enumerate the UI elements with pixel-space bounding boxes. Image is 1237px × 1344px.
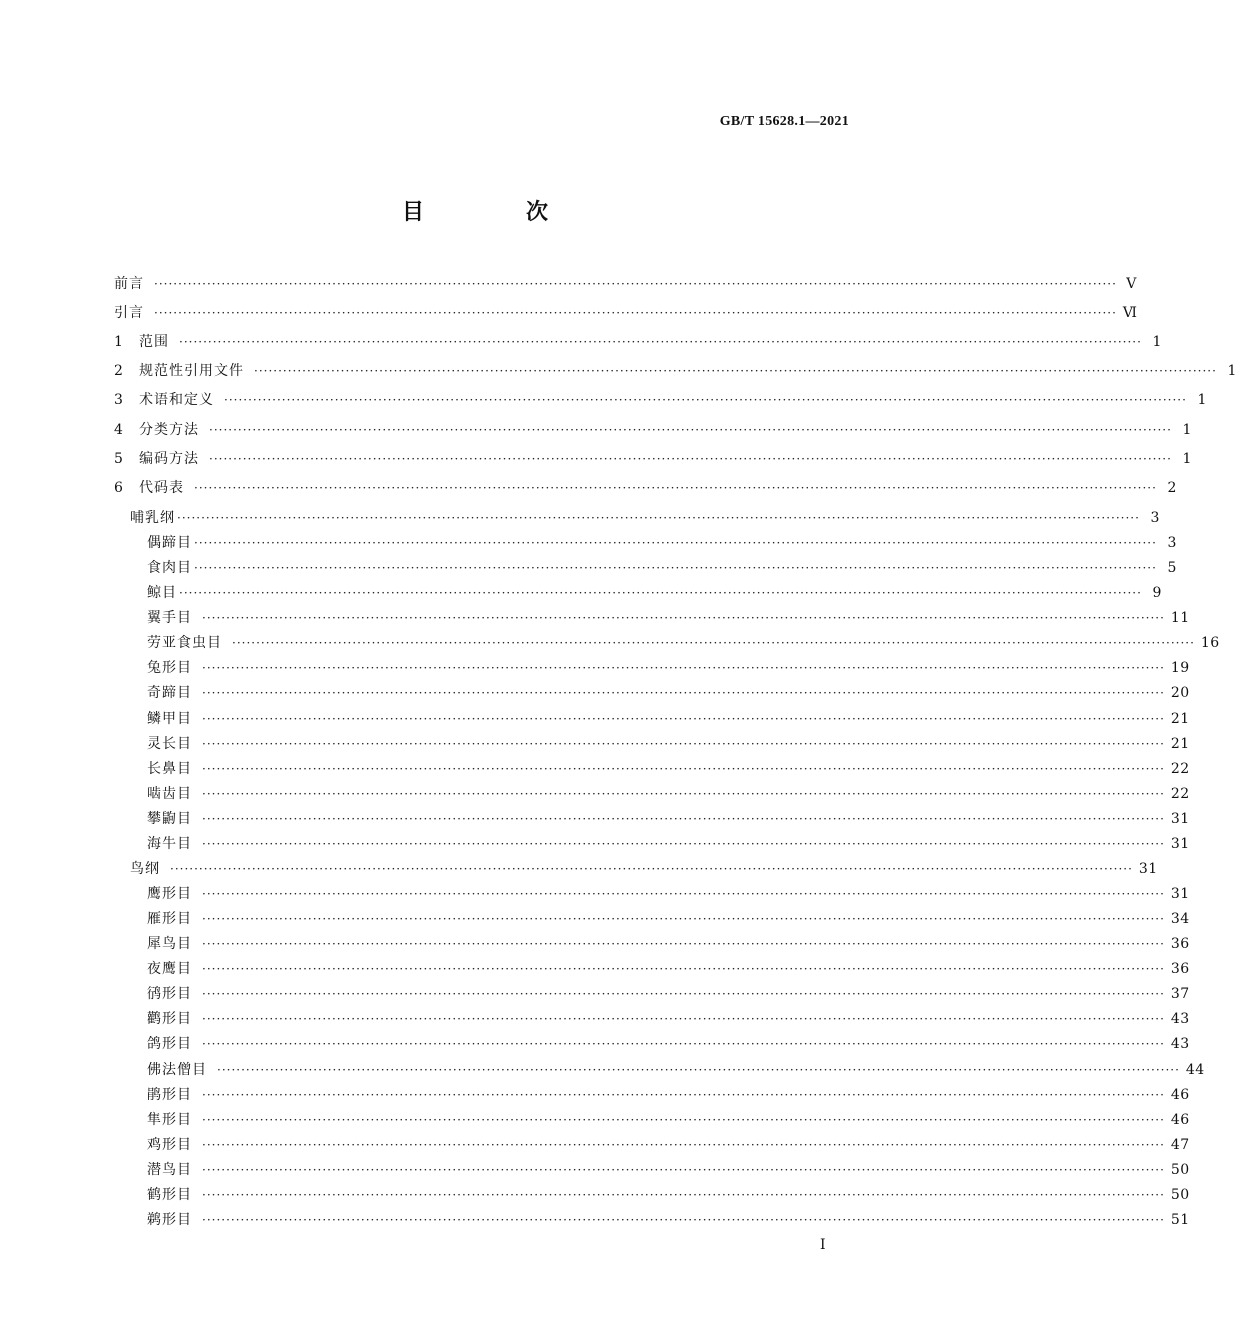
toc-entry-number: 1 bbox=[114, 334, 123, 350]
toc-entry[interactable] bbox=[114, 389, 1207, 411]
toc-dot-leader: ········································································································································································································ bbox=[202, 1212, 1165, 1227]
toc-dot-leader: ········································································································································································································ bbox=[194, 536, 1157, 551]
toc-entry-page: 47 bbox=[1170, 1136, 1190, 1153]
toc-entry[interactable] bbox=[114, 1109, 1190, 1131]
toc-entry[interactable] bbox=[114, 958, 1190, 980]
toc-entry-page: 31 bbox=[1170, 810, 1190, 827]
toc-entry-label: 佛法僧目 bbox=[147, 1061, 207, 1078]
toc-entry-label: 规范性引用文件 bbox=[139, 363, 244, 379]
toc-dot-leader: ········································································································································································································ bbox=[154, 277, 1117, 291]
toc-entry[interactable] bbox=[114, 858, 1158, 880]
toc-entry[interactable] bbox=[114, 733, 1190, 755]
toc-entry[interactable] bbox=[114, 1159, 1190, 1181]
toc-entry[interactable] bbox=[114, 1033, 1190, 1055]
toc-entry[interactable] bbox=[114, 783, 1190, 805]
toc-entry-label: 食肉目 bbox=[147, 560, 192, 577]
toc-entry-label: 攀鼩目 bbox=[147, 810, 192, 827]
toc-entry[interactable] bbox=[114, 607, 1190, 629]
toc-dot-leader: ········································································································································································································ bbox=[202, 736, 1165, 751]
toc-entry-page: 50 bbox=[1170, 1161, 1190, 1178]
toc-dot-leader: ········································································································································································································ bbox=[202, 611, 1165, 626]
toc-entry-label: 鹰形目 bbox=[147, 886, 192, 903]
toc-entry-page: 37 bbox=[1170, 986, 1190, 1003]
toc-entry-label: 灵长目 bbox=[147, 735, 192, 752]
toc-dot-leader: ········································································································································································································ bbox=[179, 586, 1142, 601]
toc-entry[interactable] bbox=[114, 808, 1190, 830]
toc-dot-leader: ········································································································································································································ bbox=[232, 636, 1195, 651]
toc-dot-leader: ········································································································································································································ bbox=[202, 1137, 1165, 1152]
toc-entry-label: 潜鸟目 bbox=[147, 1161, 192, 1178]
toc-entry[interactable] bbox=[114, 1134, 1190, 1156]
toc-entry-page: 20 bbox=[1170, 685, 1190, 702]
toc-dot-leader: ········································································································································································································ bbox=[177, 511, 1140, 525]
toc-entry-page: 5 bbox=[1167, 560, 1177, 577]
toc-entry[interactable] bbox=[114, 1209, 1190, 1231]
toc-entry-page: 3 bbox=[1150, 510, 1160, 526]
toc-entry-label: 鸽形目 bbox=[147, 1036, 192, 1053]
toc-entry-page: 43 bbox=[1170, 1036, 1190, 1053]
toc-entry[interactable] bbox=[114, 331, 1162, 353]
toc-entry-label: 偶蹄目 bbox=[147, 535, 192, 552]
toc-dot-leader: ········································································································································································································ bbox=[179, 335, 1142, 349]
toc-entry-page: 31 bbox=[1170, 835, 1190, 852]
toc-entry[interactable] bbox=[114, 983, 1190, 1005]
toc-entry[interactable] bbox=[114, 908, 1190, 930]
toc-dot-leader: ········································································································································································································ bbox=[202, 1037, 1165, 1052]
toc-dot-leader: ········································································································································································································ bbox=[202, 887, 1165, 902]
toc-entry-number: 5 bbox=[114, 451, 123, 467]
toc-entry-page: 31 bbox=[1170, 886, 1190, 903]
toc-entry[interactable] bbox=[114, 448, 1192, 470]
toc-entry-label: 鹳形目 bbox=[147, 1011, 192, 1028]
toc-entry-page: 44 bbox=[1185, 1061, 1205, 1078]
toc-entry-page: 1 bbox=[1182, 422, 1192, 438]
toc-entry[interactable] bbox=[114, 1084, 1190, 1106]
toc-dot-leader: ········································································································································································································ bbox=[202, 811, 1165, 826]
toc-entry[interactable] bbox=[114, 657, 1190, 679]
toc-entry-label: 术语和定义 bbox=[139, 392, 214, 408]
toc-entry-label: 鸡形目 bbox=[147, 1136, 192, 1153]
toc-entry-label: 翼手目 bbox=[147, 610, 192, 627]
toc-entry[interactable] bbox=[114, 682, 1190, 704]
toc-entry-page: 21 bbox=[1170, 735, 1190, 752]
toc-entry-label: 鹃形目 bbox=[147, 1086, 192, 1103]
toc-entry-page: 1 bbox=[1197, 392, 1207, 408]
toc-entry-label: 长鼻目 bbox=[147, 760, 192, 777]
toc-entry-number: 4 bbox=[114, 422, 123, 438]
toc-entry-number: 6 bbox=[114, 480, 123, 496]
toc-dot-leader: ········································································································································································································ bbox=[202, 711, 1165, 726]
toc-entry[interactable] bbox=[114, 708, 1190, 730]
toc-entry[interactable] bbox=[114, 477, 1177, 499]
toc-dot-leader: ········································································································································································································ bbox=[202, 987, 1165, 1002]
toc-dot-leader: ········································································································································································································ bbox=[202, 761, 1165, 776]
toc-entry-page: 19 bbox=[1170, 660, 1190, 677]
toc-entry-page: 1 bbox=[1152, 334, 1162, 350]
toc-entry-label: 鹈形目 bbox=[147, 1211, 192, 1228]
toc-entry-page: 9 bbox=[1152, 585, 1162, 602]
toc-entry-label: 前言 bbox=[114, 276, 144, 292]
toc-entry[interactable] bbox=[114, 419, 1192, 441]
toc-dot-leader: ········································································································································································································ bbox=[202, 836, 1165, 851]
toc-entry-page: 22 bbox=[1170, 785, 1190, 802]
toc-entry-label: 哺乳纲 bbox=[130, 510, 175, 526]
toc-entry-label: 啮齿目 bbox=[147, 785, 192, 802]
toc-dot-leader: ········································································································································································································ bbox=[202, 1162, 1165, 1177]
toc-entry[interactable] bbox=[114, 833, 1190, 855]
toc-entry-page: 46 bbox=[1170, 1086, 1190, 1103]
toc-entry-label: 编码方法 bbox=[139, 451, 199, 467]
toc-entry-label: 夜鹰目 bbox=[147, 961, 192, 978]
toc-entry[interactable] bbox=[114, 532, 1177, 554]
toc-entry-page: 36 bbox=[1170, 961, 1190, 978]
toc-entry[interactable] bbox=[114, 758, 1190, 780]
toc-entry-page: 51 bbox=[1170, 1211, 1190, 1228]
toc-dot-leader: ········································································································································································································ bbox=[202, 937, 1165, 952]
toc-entry-label: 范围 bbox=[139, 334, 169, 350]
toc-dot-leader: ········································································································································································································ bbox=[194, 561, 1157, 576]
toc-entry-label: 鸻形目 bbox=[147, 986, 192, 1003]
toc-entry[interactable] bbox=[114, 582, 1162, 604]
toc-entry-label: 鲸目 bbox=[147, 585, 177, 602]
toc-dot-leader: ········································································································································································································ bbox=[202, 912, 1165, 927]
toc-entry[interactable] bbox=[114, 1059, 1205, 1081]
toc-entry-label: 劳亚食虫目 bbox=[147, 635, 222, 652]
toc-dot-leader: ········································································································································································································ bbox=[202, 1187, 1165, 1202]
toc-entry-label: 代码表 bbox=[139, 480, 184, 496]
toc-entry[interactable] bbox=[114, 1008, 1190, 1030]
toc-entry[interactable] bbox=[114, 933, 1190, 955]
toc-dot-leader: ········································································································································································································ bbox=[202, 786, 1165, 801]
toc-dot-leader: ········································································································································································································ bbox=[202, 686, 1165, 701]
toc-dot-leader: ········································································································································································································ bbox=[254, 364, 1217, 378]
toc-entry-label: 分类方法 bbox=[139, 422, 199, 438]
toc-dot-leader: ········································································································································································································ bbox=[154, 306, 1117, 320]
toc-dot-leader: ········································································································································································································ bbox=[170, 861, 1133, 876]
toc-entry-label: 雁形目 bbox=[147, 911, 192, 928]
toc-entry-page: 3 bbox=[1167, 535, 1177, 552]
toc-entry-label: 海牛目 bbox=[147, 835, 192, 852]
toc-dot-leader: ········································································································································································································ bbox=[202, 962, 1165, 977]
toc-dot-leader: ········································································································································································································ bbox=[202, 661, 1165, 676]
toc-entry-page: 43 bbox=[1170, 1011, 1190, 1028]
toc-entry-label: 鳞甲目 bbox=[147, 710, 192, 727]
toc-entry-page: 1 bbox=[1182, 451, 1192, 467]
toc-entry-label: 兔形目 bbox=[147, 660, 192, 677]
toc-entry-number: 2 bbox=[114, 363, 123, 379]
toc-entry-label: 犀鸟目 bbox=[147, 936, 192, 953]
footer-page-number: I bbox=[820, 1237, 826, 1253]
toc-entry-label: 隼形目 bbox=[147, 1111, 192, 1128]
standard-code: GB/T 15628.1—2021 bbox=[719, 114, 849, 129]
toc-entry-page: 11 bbox=[1170, 610, 1190, 627]
page-title: 目 次 bbox=[401, 200, 588, 225]
toc-entry-page: Ⅵ bbox=[1122, 305, 1138, 321]
toc-entry-page: 50 bbox=[1170, 1186, 1190, 1203]
toc-entry[interactable] bbox=[114, 360, 1237, 382]
toc-entry[interactable] bbox=[114, 273, 1137, 295]
toc-entry-label: 鸟纲 bbox=[130, 860, 160, 877]
toc-entry-page: 36 bbox=[1170, 936, 1190, 953]
toc-entry-page: 46 bbox=[1170, 1111, 1190, 1128]
toc-entry[interactable] bbox=[114, 883, 1190, 905]
toc-entry-page: 1 bbox=[1227, 363, 1237, 379]
toc-entry[interactable] bbox=[114, 632, 1220, 654]
toc-entry-page: 22 bbox=[1170, 760, 1190, 777]
toc-entry-page: Ⅴ bbox=[1126, 276, 1137, 292]
toc-entry-label: 奇蹄目 bbox=[147, 685, 192, 702]
toc-dot-leader: ········································································································································································································ bbox=[224, 393, 1187, 407]
toc-dot-leader: ········································································································································································································ bbox=[194, 481, 1157, 495]
toc-entry[interactable] bbox=[114, 1184, 1190, 1206]
toc-dot-leader: ········································································································································································································ bbox=[202, 1012, 1165, 1027]
toc-dot-leader: ········································································································································································································ bbox=[202, 1087, 1165, 1102]
toc-dot-leader: ········································································································································································································ bbox=[202, 1112, 1165, 1127]
toc-entry-label: 鹤形目 bbox=[147, 1186, 192, 1203]
toc-dot-leader: ········································································································································································································ bbox=[209, 423, 1172, 437]
toc-entry[interactable] bbox=[114, 507, 1160, 529]
toc-dot-leader: ········································································································································································································ bbox=[209, 452, 1172, 466]
toc-entry-page: 16 bbox=[1200, 635, 1220, 652]
toc-entry[interactable] bbox=[114, 557, 1177, 579]
toc-entry-label: 引言 bbox=[114, 305, 144, 321]
toc-entry-page: 31 bbox=[1138, 860, 1158, 877]
toc-entry-page: 21 bbox=[1170, 710, 1190, 727]
toc-entry-page: 2 bbox=[1167, 480, 1177, 496]
toc-dot-leader: ········································································································································································································ bbox=[217, 1062, 1180, 1077]
toc-entry-page: 34 bbox=[1170, 911, 1190, 928]
toc-entry[interactable] bbox=[114, 302, 1138, 324]
toc-entry-number: 3 bbox=[114, 392, 123, 408]
